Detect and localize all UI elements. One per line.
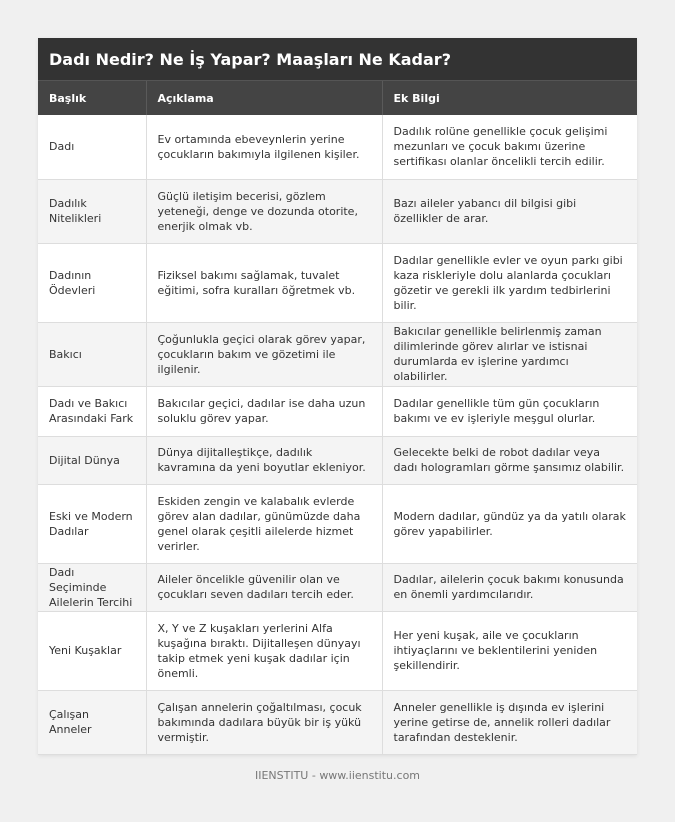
cell-baslik: Dadı Seçiminde Ailelerin Tercihi bbox=[38, 563, 146, 611]
cell-baslik: Dadılık Nitelikleri bbox=[38, 179, 146, 243]
table-row bbox=[38, 563, 637, 611]
cell-aciklama: Çoğunlukla geçici olarak görev yapar, çocukların bakım ve gözetimi ile ilgilenir. bbox=[146, 322, 382, 386]
cell-ek-bilgi: Anneler genellikle iş dışında ev işlerini yerine getirse de, annelik rolleri dadılar tarafından desteklenir. bbox=[382, 690, 637, 754]
cell-baslik: Eski ve Modern Dadılar bbox=[38, 484, 146, 563]
cell-aciklama: Ev ortamında ebeveynlerin yerine çocukların bakımıyla ilgilenen kişiler. bbox=[146, 115, 382, 179]
info-table bbox=[38, 81, 637, 755]
cell-baslik: Çalışan Anneler bbox=[38, 690, 146, 754]
header-baslik: Başlık bbox=[38, 81, 146, 115]
cell-ek-bilgi: Her yeni kuşak, aile ve çocukların ihtiyaçlarını ve beklentilerini yeniden şekillendirir. bbox=[382, 611, 637, 690]
cell-ek-bilgi: Dadılar genellikle evler ve oyun parkı gibi kaza riskleriyle dolu alanlarda çocukları gözetir ve gerekli ilk yardım tedbirlerini bilir. bbox=[382, 243, 637, 322]
cell-ek-bilgi: Bakıcılar genellikle belirlenmiş zaman dilimlerinde görev alırlar ve istisnai durumlarda ev işlerine yardımcı olabilirler. bbox=[382, 322, 637, 386]
page-title: Dadı Nedir? Ne İş Yapar? Maaşları Ne Kadar? bbox=[38, 38, 637, 81]
cell-aciklama: Çalışan annelerin çoğaltılması, çocuk bakımında dadılara büyük bir iş yükü vermiştir. bbox=[146, 690, 382, 754]
table-row bbox=[38, 115, 637, 179]
table-row bbox=[38, 690, 637, 754]
table-row bbox=[38, 484, 637, 563]
cell-ek-bilgi: Gelecekte belki de robot dadılar veya dadı hologramları görme şansımız olabilir. bbox=[382, 436, 637, 484]
cell-ek-bilgi: Dadılık rolüne genellikle çocuk gelişimi mezunları ve çocuk bakımı üzerine sertifikası olanlar öncelikli tercih edilir. bbox=[382, 115, 637, 179]
cell-baslik: Yeni Kuşaklar bbox=[38, 611, 146, 690]
header-aciklama: Açıklama bbox=[146, 81, 382, 115]
cell-ek-bilgi: Dadılar, ailelerin çocuk bakımı konusunda en önemli yardımcılarıdır. bbox=[382, 563, 637, 611]
table-card bbox=[38, 38, 637, 755]
header-row bbox=[38, 81, 637, 115]
cell-aciklama: Aileler öncelikle güvenilir olan ve çocukları seven dadıları tercih eder. bbox=[146, 563, 382, 611]
footer-credit: IIENSTITU - www.iienstitu.com bbox=[254, 769, 421, 782]
cell-baslik: Dadı ve Bakıcı Arasındaki Fark bbox=[38, 386, 146, 436]
table-row bbox=[38, 386, 637, 436]
cell-baslik: Dadı bbox=[38, 115, 146, 179]
cell-aciklama: Fiziksel bakımı sağlamak, tuvalet eğitimi, sofra kuralları öğretmek vb. bbox=[146, 243, 382, 322]
cell-ek-bilgi: Modern dadılar, gündüz ya da yatılı olarak görev yapabilirler. bbox=[382, 484, 637, 563]
table-row bbox=[38, 436, 637, 484]
cell-aciklama: X, Y ve Z kuşakları yerlerini Alfa kuşağına bıraktı. Dijitalleşen dünyayı takip etmek yeni kuşak dadılar için önemli. bbox=[146, 611, 382, 690]
header-ek-bilgi: Ek Bilgi bbox=[382, 81, 637, 115]
table-row bbox=[38, 322, 637, 386]
table-row bbox=[38, 179, 637, 243]
table-row bbox=[38, 243, 637, 322]
cell-ek-bilgi: Bazı aileler yabancı dil bilgisi gibi özellikler de arar. bbox=[382, 179, 637, 243]
cell-baslik: Dijital Dünya bbox=[38, 436, 146, 484]
cell-ek-bilgi: Dadılar genellikle tüm gün çocukların bakımı ve ev işleriyle meşgul olurlar. bbox=[382, 386, 637, 436]
cell-baslik: Dadının Ödevleri bbox=[38, 243, 146, 322]
cell-aciklama: Eskiden zengin ve kalabalık evlerde görev alan dadılar, günümüzde daha genel olarak çeşitli ailelerde hizmet verirler. bbox=[146, 484, 382, 563]
cell-baslik: Bakıcı bbox=[38, 322, 146, 386]
cell-aciklama: Bakıcılar geçici, dadılar ise daha uzun soluklu görev yapar. bbox=[146, 386, 382, 436]
cell-aciklama: Güçlü iletişim becerisi, gözlem yeteneği, denge ve dozunda otorite, enerjik olmak vb. bbox=[146, 179, 382, 243]
table-row bbox=[38, 611, 637, 690]
cell-aciklama: Dünya dijitalleştikçe, dadılık kavramına da yeni boyutlar ekleniyor. bbox=[146, 436, 382, 484]
